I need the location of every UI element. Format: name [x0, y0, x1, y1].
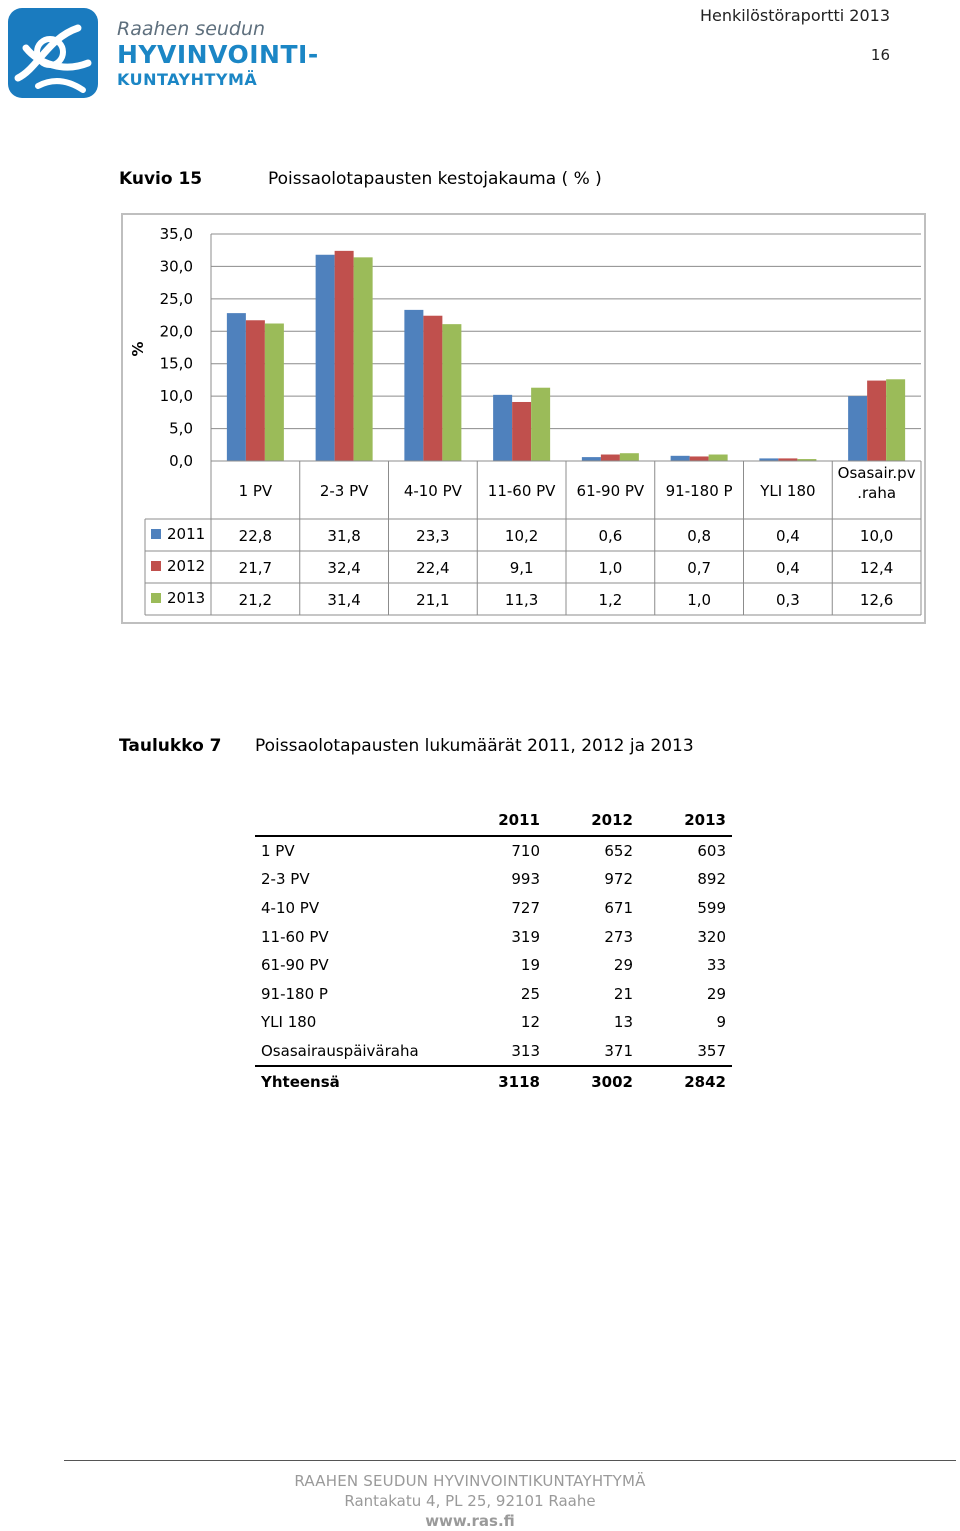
data-label: 31,4 — [327, 591, 361, 609]
table-row — [255, 865, 732, 894]
value-cell: 29 — [613, 956, 633, 975]
category-label: YLI 180 — [760, 482, 816, 500]
row-label-cell: 11-60 PV — [261, 927, 329, 946]
data-label: 21,7 — [238, 559, 273, 577]
bar-2011 — [848, 396, 867, 461]
value-cell: 9 — [716, 1013, 726, 1032]
bar-2011 — [582, 457, 601, 461]
legend-label: 2012 — [167, 557, 206, 575]
data-label: 0,8 — [687, 527, 712, 545]
data-label: 21,1 — [416, 591, 450, 609]
category-label: 2-3 PV — [319, 482, 369, 500]
logo-text-line2: HYVINVOINTI- — [117, 40, 319, 69]
value-cell: 319 — [511, 927, 540, 946]
footer-address: Rantakatu 4, PL 25, 92101 Raahe — [344, 1492, 596, 1510]
value-cell: 12 — [520, 1013, 540, 1032]
bar-2012 — [335, 251, 354, 461]
bar-2012 — [690, 456, 709, 461]
value-cell: 652 — [604, 841, 633, 860]
legend-label: 2013 — [167, 589, 206, 607]
value-cell: 33 — [706, 956, 726, 975]
bar-2013 — [620, 453, 639, 461]
category-label: 4-10 PV — [403, 482, 462, 500]
data-label: 10,2 — [504, 527, 539, 545]
bar-2011 — [227, 313, 246, 461]
row-label-cell: YLI 180 — [261, 1013, 317, 1032]
y-tick-label: 35,0 — [159, 225, 193, 243]
row-label-cell: Osasairauspäiväraha — [261, 1042, 419, 1061]
column-header-2011: 2011 — [453, 806, 546, 836]
data-label: 9,1 — [509, 559, 534, 577]
data-label: 32,4 — [327, 559, 361, 577]
figure-title: Poissaolotapausten kestojakauma ( % ) — [268, 169, 602, 189]
value-cell: 371 — [604, 1042, 633, 1061]
value-cell: 21 — [613, 984, 633, 1003]
y-tick-label: 20,0 — [159, 322, 193, 341]
data-label: 22,8 — [238, 527, 273, 545]
legend-label: 2011 — [167, 525, 206, 543]
category-label: .raha — [857, 484, 897, 502]
data-label: 10,0 — [859, 527, 894, 545]
bar-2013 — [709, 455, 728, 461]
y-tick-label: 25,0 — [159, 289, 193, 308]
y-tick-label: 10,0 — [159, 387, 193, 406]
legend-swatch-2011 — [151, 529, 161, 539]
footer-divider — [64, 1460, 956, 1461]
category-label: 61-90 PV — [576, 482, 645, 500]
value-cell: 972 — [604, 870, 633, 889]
value-cell: 603 — [697, 841, 726, 860]
bar-2011 — [671, 456, 690, 461]
total-value-cell: 2842 — [639, 1066, 732, 1096]
table-header-row — [255, 806, 732, 836]
total-value-cell: 3002 — [546, 1066, 639, 1096]
value-cell: 710 — [511, 841, 540, 860]
bar-2012 — [246, 320, 265, 461]
bar-2013 — [886, 379, 905, 461]
table-row — [255, 894, 732, 923]
column-header-blank — [255, 806, 453, 836]
bar-2011 — [316, 255, 335, 461]
value-cell: 313 — [511, 1042, 540, 1061]
bar-2013 — [442, 324, 461, 461]
row-label-cell: 61-90 PV — [261, 956, 329, 975]
table-label: Taulukko 7 — [119, 736, 222, 756]
data-label: 1,0 — [687, 591, 712, 609]
data-label: 12,4 — [859, 559, 894, 577]
y-tick-label: 30,0 — [159, 257, 193, 276]
table-row — [255, 951, 732, 980]
table-row — [255, 836, 732, 866]
column-header-2013: 2013 — [639, 806, 732, 836]
row-label-cell: 1 PV — [261, 841, 295, 860]
category-label: Osasair.pv — [837, 464, 916, 482]
row-label-cell: 2-3 PV — [261, 870, 310, 889]
data-label: 31,8 — [327, 527, 361, 545]
legend-swatch-2012 — [151, 561, 161, 571]
value-cell: 993 — [511, 870, 540, 889]
table-row — [255, 1037, 732, 1067]
bar-2013 — [354, 257, 373, 461]
data-label: 23,3 — [416, 527, 450, 545]
absence-count-table — [255, 806, 732, 1096]
row-label-cell: 4-10 PV — [261, 899, 320, 918]
data-label: 11,3 — [504, 591, 539, 609]
value-cell: 357 — [697, 1042, 726, 1061]
legend-swatch-2013 — [151, 593, 161, 603]
table-row — [255, 922, 732, 951]
value-cell: 25 — [520, 984, 540, 1003]
bar-2012 — [512, 402, 531, 461]
logo-icon — [8, 8, 98, 98]
bar-2012 — [867, 381, 886, 461]
value-cell: 19 — [520, 956, 540, 975]
footer-organization: RAAHEN SEUDUN HYVINVOINTIKUNTAYHTYMÄ — [294, 1472, 646, 1490]
logo-text-line1: Raahen seudun — [117, 18, 266, 40]
category-label: 11-60 PV — [487, 482, 556, 500]
data-label: 22,4 — [416, 559, 450, 577]
total-value-cell: 3118 — [453, 1066, 546, 1096]
value-cell: 671 — [604, 899, 633, 918]
data-label: 0,4 — [775, 559, 800, 577]
value-cell: 320 — [697, 927, 726, 946]
value-cell: 29 — [706, 984, 726, 1003]
value-cell: 599 — [697, 899, 726, 918]
data-label: 21,2 — [238, 591, 273, 609]
table-row — [255, 980, 732, 1009]
table-title: Poissaolotapausten lukumäärät 2011, 2012 ja 2013 — [255, 736, 694, 756]
footer-url[interactable]: www.ras.fi — [425, 1512, 515, 1530]
data-label: 0,7 — [687, 559, 712, 577]
bar-2012 — [423, 316, 442, 461]
y-tick-label: 15,0 — [159, 354, 193, 373]
report-title: Henkilöstöraportti 2013 — [699, 6, 890, 25]
bar-2013 — [531, 388, 550, 461]
y-tick-label: 5,0 — [169, 419, 193, 438]
bar-2013 — [265, 324, 284, 461]
data-label: 1,2 — [598, 591, 623, 609]
total-label-cell: Yhteensä — [255, 1066, 453, 1096]
column-header-2012: 2012 — [546, 806, 639, 836]
y-axis-label: % — [129, 341, 147, 357]
category-label: 1 PV — [238, 482, 273, 500]
page-number: 16 — [870, 46, 890, 64]
bar-2012 — [601, 455, 620, 461]
value-cell: 13 — [613, 1013, 633, 1032]
table-row — [255, 1008, 732, 1037]
bar-2011 — [493, 395, 512, 461]
value-cell: 727 — [511, 899, 540, 918]
y-tick-label: 0,0 — [169, 452, 193, 470]
bar-2011 — [404, 310, 423, 461]
row-label-cell: 91-180 P — [261, 984, 328, 1003]
data-label: 0,4 — [775, 527, 800, 545]
category-label: 91-180 P — [665, 482, 733, 500]
figure-label: Kuvio 15 — [119, 169, 203, 189]
bar-chart — [121, 213, 926, 624]
logo-text-line3: KUNTAYHTYMÄ — [117, 70, 258, 89]
table-total-row — [255, 1066, 732, 1096]
value-cell: 892 — [697, 870, 726, 889]
value-cell: 273 — [604, 927, 633, 946]
data-label: 0,3 — [775, 591, 800, 609]
data-label: 0,6 — [598, 527, 623, 545]
data-label: 1,0 — [598, 559, 623, 577]
data-label: 12,6 — [859, 591, 894, 609]
